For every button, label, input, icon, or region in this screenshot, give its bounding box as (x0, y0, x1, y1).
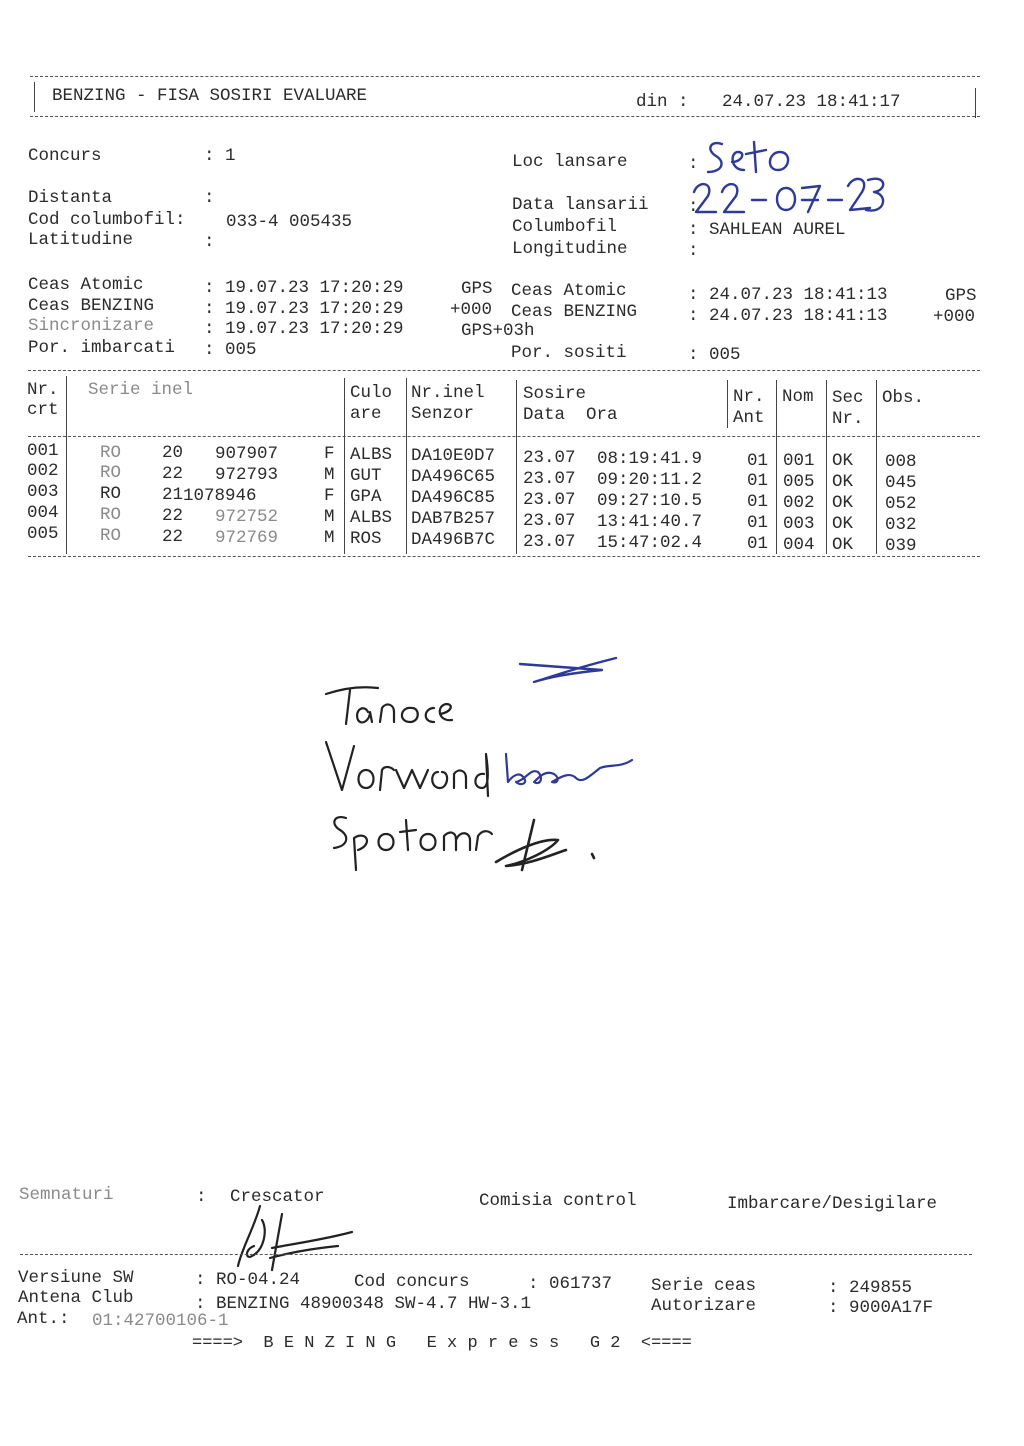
col-sep-8 (876, 380, 877, 554)
row-senzor: DAB7B257 (411, 509, 496, 529)
row-sec: OK (832, 514, 854, 534)
autorizare-value: : 9000A17F (828, 1298, 934, 1318)
row-nom: 002 (783, 493, 815, 513)
row-culoare: ALBS (350, 508, 393, 528)
row-an: 22 (162, 506, 184, 526)
concurs-label: Concurs (28, 146, 102, 166)
table-header-rule (28, 436, 980, 437)
row-sex: F (324, 444, 335, 464)
ant-label: Ant.: (17, 1309, 70, 1329)
col-sep-3 (406, 378, 407, 554)
header-nr-inel: Nr.inel (411, 383, 485, 403)
ceas-benzing-end-label: Ceas BENZING (511, 302, 638, 322)
porumbei-sositi-label: Por. sositi (511, 343, 627, 363)
col-sep-1 (66, 376, 67, 554)
row-obs: 039 (885, 536, 917, 556)
row-obs: 008 (885, 452, 917, 472)
ceas-atomic-start-suffix: GPS (461, 279, 493, 299)
row-ora: 13:41:40.7 (597, 512, 703, 532)
ceas-atomic-start-value: : 19.07.23 17:20:29 (204, 278, 404, 298)
latitudine-value: : (204, 232, 215, 252)
row-senzor: DA496C85 (411, 488, 496, 508)
header-nr: Nr. (27, 380, 59, 400)
row-senzor: DA496C65 (411, 467, 496, 487)
serie-ceas-label: Serie ceas (651, 1276, 757, 1296)
header-right-border (975, 88, 976, 118)
row-nr: 002 (27, 461, 59, 481)
row-nr: 004 (27, 503, 59, 523)
serie-ceas-value: : 249855 (828, 1278, 913, 1298)
header-senzor: Senzor (411, 404, 475, 424)
row-ora: 08:19:41.9 (597, 449, 703, 469)
versiune-sw-value: : RO-04.24 (195, 1270, 301, 1290)
ceas-atomic-start-label: Ceas Atomic (28, 275, 144, 295)
ant-value: 01:42700106-1 (92, 1311, 229, 1331)
row-sec: OK (832, 493, 854, 513)
row-senzor: DA496B7C (411, 530, 496, 550)
header-top-rule (30, 76, 980, 77)
sincronizare-value: : 19.07.23 17:20:29 (204, 319, 404, 339)
header-data-ora: Data Ora (523, 405, 618, 425)
header-sec-nr: Nr. (832, 409, 864, 429)
columbofil-label: Columbofil (512, 217, 618, 237)
row-tara: RO (100, 484, 122, 504)
loc-lansare-label: Loc lansare (512, 152, 628, 172)
row-ant: 01 (747, 534, 769, 554)
distanta-label: Distanta (28, 188, 113, 208)
ceas-benzing-start-label: Ceas BENZING (28, 296, 155, 316)
row-ora: 15:47:02.4 (597, 533, 703, 553)
row-an: 21 (162, 485, 184, 505)
row-data: 23.07 (523, 448, 576, 468)
row-data: 23.07 (523, 490, 576, 510)
ceas-benzing-end-suffix: +000 (933, 307, 976, 327)
header-left-border (34, 82, 35, 112)
crescator-signature (232, 1200, 362, 1280)
row-inel: 972769 (215, 528, 279, 548)
row-nom: 004 (783, 535, 815, 555)
benzing-express-banner: ====> B E N Z I N G E x p r e s s G 2 <==== (192, 1334, 692, 1353)
row-sec: OK (832, 451, 854, 471)
latitudine-label: Latitudine (28, 230, 134, 250)
row-ant: 01 (747, 471, 769, 491)
header-nom: Nom (782, 387, 814, 407)
ceas-benzing-start-value: : 19.07.23 17:20:29 (204, 299, 404, 319)
header-culoare-1: Culo (350, 383, 393, 403)
semnaturi-colon: : (196, 1187, 207, 1207)
header-crt: crt (27, 400, 59, 420)
porumbei-imbarcati-label: Por. imbarcati (28, 338, 176, 358)
header-nr-ant: Nr. (733, 387, 765, 407)
imbarcare-desigilare-label: Imbarcare/Desigilare (727, 1194, 938, 1214)
row-tara: RO (100, 526, 122, 546)
row-culoare: ROS (350, 529, 382, 549)
row-culoare: GUT (350, 466, 382, 486)
cod-concurs-value: : 061737 (528, 1274, 613, 1294)
din-label: din : (636, 92, 689, 112)
col-sep-4 (516, 380, 517, 554)
longitudine-value: : (688, 241, 699, 261)
header-sosire: Sosire (523, 384, 587, 404)
row-tara: RO (100, 463, 122, 483)
row-data: 23.07 (523, 469, 576, 489)
row-inel: 972793 (215, 465, 279, 485)
row-inel: 907907 (215, 444, 279, 464)
row-culoare: ALBS (350, 445, 393, 465)
handwritten-names-and-signatures (320, 650, 640, 890)
comisia-control-label: Comisia control (479, 1191, 637, 1211)
ceas-atomic-end-label: Ceas Atomic (511, 281, 627, 301)
row-data: 23.07 (523, 511, 576, 531)
row-senzor: DA10E0D7 (411, 446, 496, 466)
table-top-rule (28, 370, 980, 371)
row-ant: 01 (747, 492, 769, 512)
header-sec: Sec (832, 388, 864, 408)
row-nom: 001 (783, 451, 815, 471)
row-inel: 1078946 (183, 486, 257, 506)
row-sex: M (324, 465, 335, 485)
cod-concurs-label: Cod concurs (354, 1272, 470, 1292)
longitudine-label: Longitudine (512, 239, 628, 259)
row-data: 23.07 (523, 532, 576, 552)
row-sex: F (324, 486, 335, 506)
row-obs: 032 (885, 515, 917, 535)
cod-columbofil-label: Cod columbofil: (28, 210, 186, 230)
row-ora: 09:20:11.2 (597, 470, 703, 490)
row-sex: M (324, 507, 335, 527)
row-nom: 005 (783, 472, 815, 492)
col-sep-6 (776, 380, 777, 554)
header-serie-inel: Serie inel (88, 380, 194, 400)
row-an: 22 (162, 464, 184, 484)
table-bottom-rule (28, 556, 980, 557)
row-sec: OK (832, 472, 854, 492)
row-culoare: GPA (350, 487, 382, 507)
row-nr: 003 (27, 482, 59, 502)
report-datetime: 24.07.23 18:41:17 (722, 92, 901, 112)
row-tara: RO (100, 443, 122, 463)
concurs-value: : 1 (204, 146, 236, 166)
footer-top-rule (20, 1254, 972, 1255)
row-nom: 003 (783, 514, 815, 534)
crescator-label: Crescator (230, 1187, 325, 1207)
antena-club-label: Antena Club (18, 1288, 134, 1308)
row-tara: RO (100, 505, 122, 525)
ceas-atomic-end-suffix: GPS (945, 286, 977, 306)
header-obs: Obs. (882, 388, 925, 408)
col-sep-2 (344, 378, 345, 554)
row-nr: 001 (27, 441, 59, 461)
porumbei-sositi-value: : 005 (688, 345, 741, 365)
handwritten-data-lansarii (690, 170, 890, 224)
data-lansarii-label: Data lansarii (512, 195, 649, 215)
report-title: BENZING - FISA SOSIRI EVALUARE (52, 86, 368, 106)
row-ora: 09:27:10.5 (597, 491, 703, 511)
antena-club-value: : BENZING 48900348 SW-4.7 HW-3.1 (195, 1294, 532, 1314)
ceas-benzing-start-suffix: +000 (450, 300, 493, 320)
ceas-atomic-end-value: : 24.07.23 18:41:13 (688, 285, 888, 305)
semnaturi-label: Semnaturi (19, 1185, 114, 1205)
versiune-sw-label: Versiune SW (18, 1268, 134, 1288)
col-sep-7 (826, 380, 827, 554)
sincronizare-label: Sincronizare (28, 316, 155, 336)
row-obs: 052 (885, 494, 917, 514)
columbofil-value: : SAHLEAN AUREL (688, 220, 846, 240)
row-inel: 972752 (215, 507, 279, 527)
col-sep-5 (727, 380, 728, 428)
ceas-benzing-end-value: : 24.07.23 18:41:13 (688, 306, 888, 326)
row-sec: OK (832, 535, 854, 555)
loc-lansare-colon: : (688, 154, 699, 174)
row-an: 20 (162, 443, 184, 463)
autorizare-label: Autorizare (651, 1296, 757, 1316)
distanta-value: : (204, 188, 215, 208)
sincronizare-suffix: GPS+03h (461, 321, 535, 341)
row-sex: M (324, 528, 335, 548)
data-lansarii-colon: : (688, 197, 699, 217)
row-ant: 01 (747, 513, 769, 533)
cod-columbofil-value: 033-4 005435 (226, 212, 353, 232)
row-nr: 005 (27, 524, 59, 544)
row-obs: 045 (885, 473, 917, 493)
header-bottom-rule (30, 116, 980, 117)
row-an: 22 (162, 527, 184, 547)
row-ant: 01 (747, 451, 769, 471)
header-culoare-2: are (350, 404, 382, 424)
porumbei-imbarcati-value: : 005 (204, 340, 257, 360)
header-ant: Ant (733, 408, 765, 428)
